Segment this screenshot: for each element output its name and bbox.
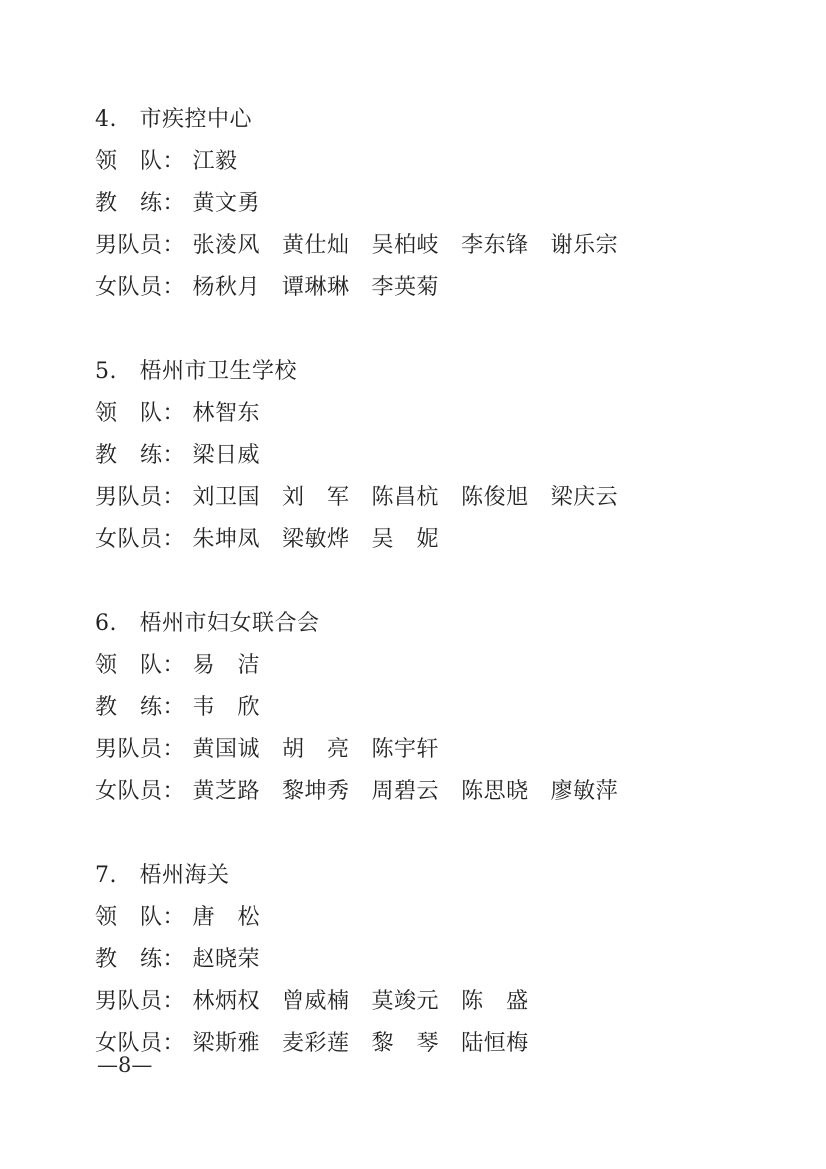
- member-name: 陈思晓: [461, 779, 529, 804]
- female-members-label: 女队员：: [95, 779, 186, 804]
- leader-label: 领 队：: [95, 653, 186, 678]
- member-name: 黄芝路: [192, 779, 261, 804]
- leader-line: [95, 393, 786, 435]
- member-name: 吴 妮: [371, 527, 440, 552]
- coach-label: 教 练：: [95, 191, 186, 216]
- male-members-label: 男队员：: [95, 989, 186, 1014]
- female-members-line: [95, 267, 786, 309]
- coach-name: 梁日威: [192, 443, 261, 468]
- team-number: 4.: [95, 107, 117, 132]
- member-name: 李英菊: [371, 275, 440, 300]
- female-members-label: 女队员：: [95, 1031, 186, 1056]
- member-name: 谢乐宗: [550, 233, 619, 258]
- female-members-names: [193, 1031, 529, 1056]
- leader-name: 唐 松: [192, 905, 261, 930]
- coach-name: 赵晓荣: [192, 947, 261, 972]
- member-name: 曾威楠: [282, 989, 350, 1014]
- member-name: 廖敏萍: [550, 779, 619, 804]
- member-name: 陆恒梅: [461, 1031, 529, 1056]
- coach-name: 韦 欣: [192, 695, 261, 720]
- male-members-names: [193, 233, 619, 258]
- member-name: 刘 军: [282, 485, 350, 510]
- team-heading: [95, 351, 786, 393]
- leader-line: [95, 897, 786, 939]
- team-title: 市疾控中心: [139, 107, 253, 132]
- female-members-line: [95, 771, 786, 813]
- female-members-line: [95, 1023, 786, 1065]
- coach-label: 教 练：: [95, 695, 186, 720]
- male-members-label: 男队员：: [95, 233, 186, 258]
- leader-label: 领 队：: [95, 401, 186, 426]
- male-members-line: [95, 729, 786, 771]
- member-name: 陈俊旭: [461, 485, 529, 510]
- member-name: 李东锋: [461, 233, 529, 258]
- member-name: 林炳权: [192, 989, 261, 1014]
- male-members-line: [95, 225, 786, 267]
- team-section: [95, 603, 786, 813]
- team-number: 5.: [95, 359, 117, 384]
- male-members-label: 男队员：: [95, 485, 186, 510]
- leader-line: [95, 645, 786, 687]
- member-name: 吴柏岐: [371, 233, 440, 258]
- male-members-line: [95, 981, 786, 1023]
- coach-line: [95, 183, 786, 225]
- member-name: 麦彩莲: [282, 1031, 350, 1056]
- member-name: 周碧云: [371, 779, 440, 804]
- female-members-label: 女队员：: [95, 275, 186, 300]
- coach-label: 教 练：: [95, 947, 186, 972]
- female-members-names: [193, 527, 440, 552]
- member-name: 张淩风: [192, 233, 261, 258]
- team-heading: [95, 99, 786, 141]
- member-name: 黄仕灿: [282, 233, 350, 258]
- member-name: 黄国诚: [192, 737, 261, 762]
- female-members-label: 女队员：: [95, 527, 186, 552]
- male-members-names: [193, 989, 529, 1014]
- member-name: 黎坤秀: [282, 779, 350, 804]
- coach-name: 黄文勇: [192, 191, 261, 216]
- male-members-line: [95, 477, 786, 519]
- team-title: 梧州海关: [139, 863, 230, 888]
- member-name: 莫竣元: [371, 989, 440, 1014]
- leader-name: 江毅: [192, 149, 238, 174]
- member-name: 陈 盛: [461, 989, 529, 1014]
- member-name: 梁斯雅: [192, 1031, 261, 1056]
- leader-name: 林智东: [192, 401, 261, 426]
- member-name: 陈昌杭: [371, 485, 440, 510]
- member-name: 谭琳琳: [282, 275, 350, 300]
- female-members-names: [193, 779, 619, 804]
- member-name: 胡 亮: [282, 737, 350, 762]
- male-members-label: 男队员：: [95, 737, 186, 762]
- team-heading: [95, 603, 786, 645]
- team-number: 7.: [95, 863, 117, 888]
- team-section: [95, 99, 786, 309]
- leader-name: 易 洁: [192, 653, 261, 678]
- member-name: 陈宇轩: [371, 737, 440, 762]
- male-members-names: [193, 485, 619, 510]
- team-section: [95, 855, 786, 1065]
- member-name: 杨秋月: [192, 275, 261, 300]
- coach-line: [95, 435, 786, 477]
- team-title: 梧州市妇女联合会: [139, 611, 320, 636]
- coach-line: [95, 687, 786, 729]
- member-name: 刘卫国: [192, 485, 261, 510]
- coach-line: [95, 939, 786, 981]
- female-members-names: [193, 275, 440, 300]
- leader-line: [95, 141, 786, 183]
- coach-label: 教 练：: [95, 443, 186, 468]
- female-members-line: [95, 519, 786, 561]
- male-members-names: [193, 737, 440, 762]
- member-name: 梁敏烨: [282, 527, 350, 552]
- member-name: 梁庆云: [550, 485, 619, 510]
- team-heading: [95, 855, 786, 897]
- team-title: 梧州市卫生学校: [139, 359, 298, 384]
- team-number: 6.: [95, 611, 117, 636]
- page-number: —8—: [97, 1053, 153, 1077]
- roster-content: [95, 99, 786, 1107]
- leader-label: 领 队：: [95, 905, 186, 930]
- member-name: 黎 琴: [371, 1031, 440, 1056]
- member-name: 朱坤凤: [192, 527, 261, 552]
- leader-label: 领 队：: [95, 149, 186, 174]
- team-section: [95, 351, 786, 561]
